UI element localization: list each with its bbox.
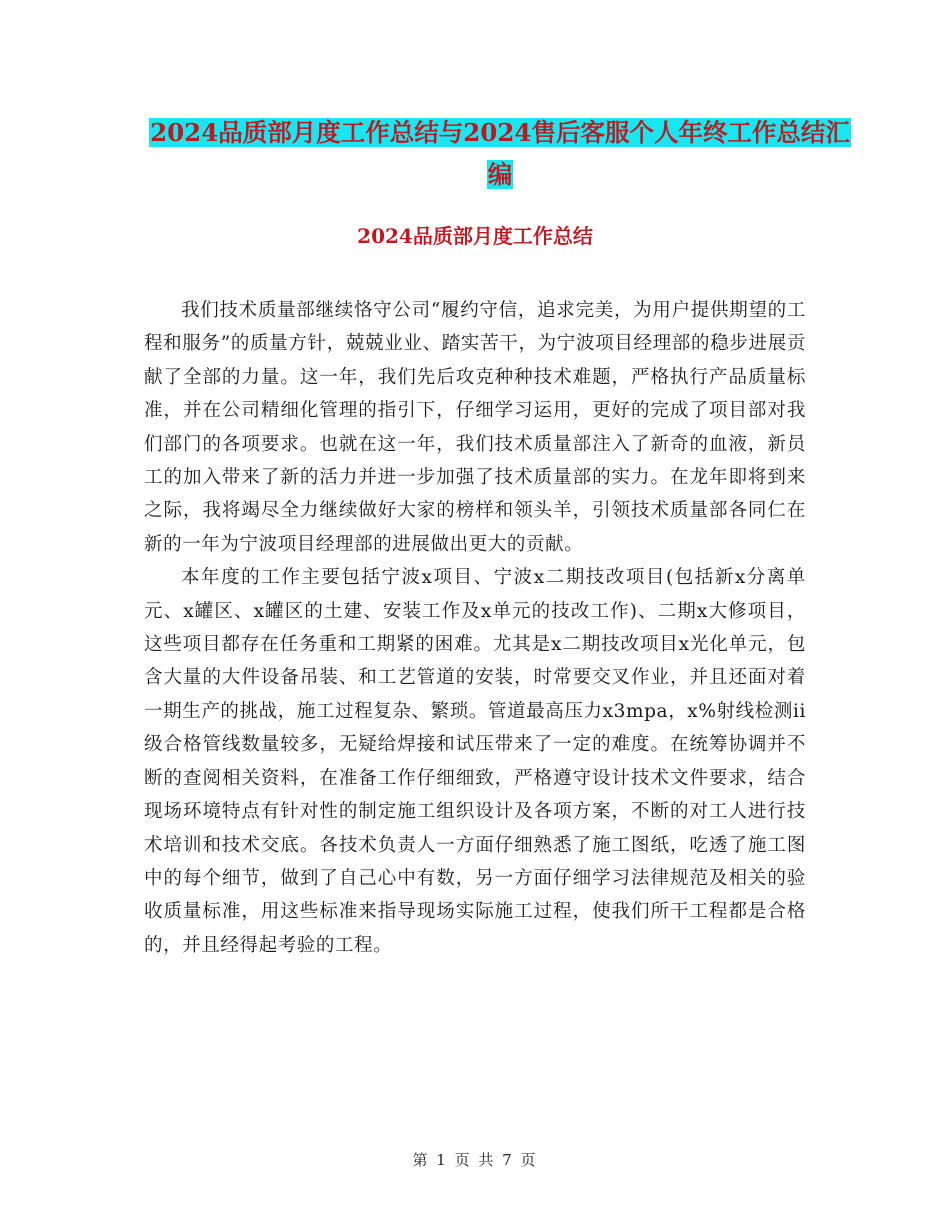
document-body	[144, 294, 806, 962]
section-heading: 2024品质部月度工作总结	[357, 224, 593, 248]
paragraph-1: 我们技术质量部继续恪守公司“履约守信，追求完美，为用户提供期望的工程和服务”的质量方针，兢兢业业、踏实苦干，为宁波项目经理部的稳步进展贡献了全部的力量。这一年，我们先后攻克种种技术难题，严格执行产品质量标准，并在公司精细化管理的指引下，仔细学习运用，更好的完成了项目部对我们部门的各项要求。也就在这一年，我们技术质量部注入了新奇的血液，新员工的加入带来了新的活力并进一步加强了技术质量部的实力。在龙年即将到来之际，我将竭尽全力继续做好大家的榜样和领头羊，引领技术质量部各同仁在新的一年为宁波项目经理部的进展做出更大的贡献。	[144, 300, 806, 555]
paragraph-2: 本年度的工作主要包括宁波x项目、宁波x二期技改项目(包括新x分离单元、x罐区、x罐区的土建、安装工作及x单元的技改工作)、二期x大修项目，这些项目都存在任务重和工期紧的困难。尤其是x二期技改项目x光化单元，包含大量的大件设备吊装、和工艺管道的安装，时常要交叉作业，并且还面对着一期生产的挑战，施工过程复杂、繁琐。管道最高压力x3mpa，x%射线检测ii级合格管线数量较多，无疑给焊接和试压带来了一定的难度。在统筹协调并不断的查阅相关资料，在准备工作仔细细致，严格遵守设计技术文件要求，结合现场环境特点有针对性的制定施工组织设计及各项方案，不断的对工人进行技术培训和技术交底。各技术负责人一方面仔细熟悉了施工图纸，吃透了施工图中的每个细节，做到了自己心中有数，另一方面仔细学习法律规范及相关的验收质量标准，用这些标准来指导现场实际施工过程，使我们所干工程都是合格的，并且经得起考验的工程。	[144, 567, 806, 956]
page-number-footer: 第 1 页 共 7 页	[412, 1151, 538, 1169]
document-title	[140, 112, 860, 196]
document-title-text: 2024品质部月度工作总结与2024售后客服个人年终工作总结汇编	[150, 118, 850, 189]
